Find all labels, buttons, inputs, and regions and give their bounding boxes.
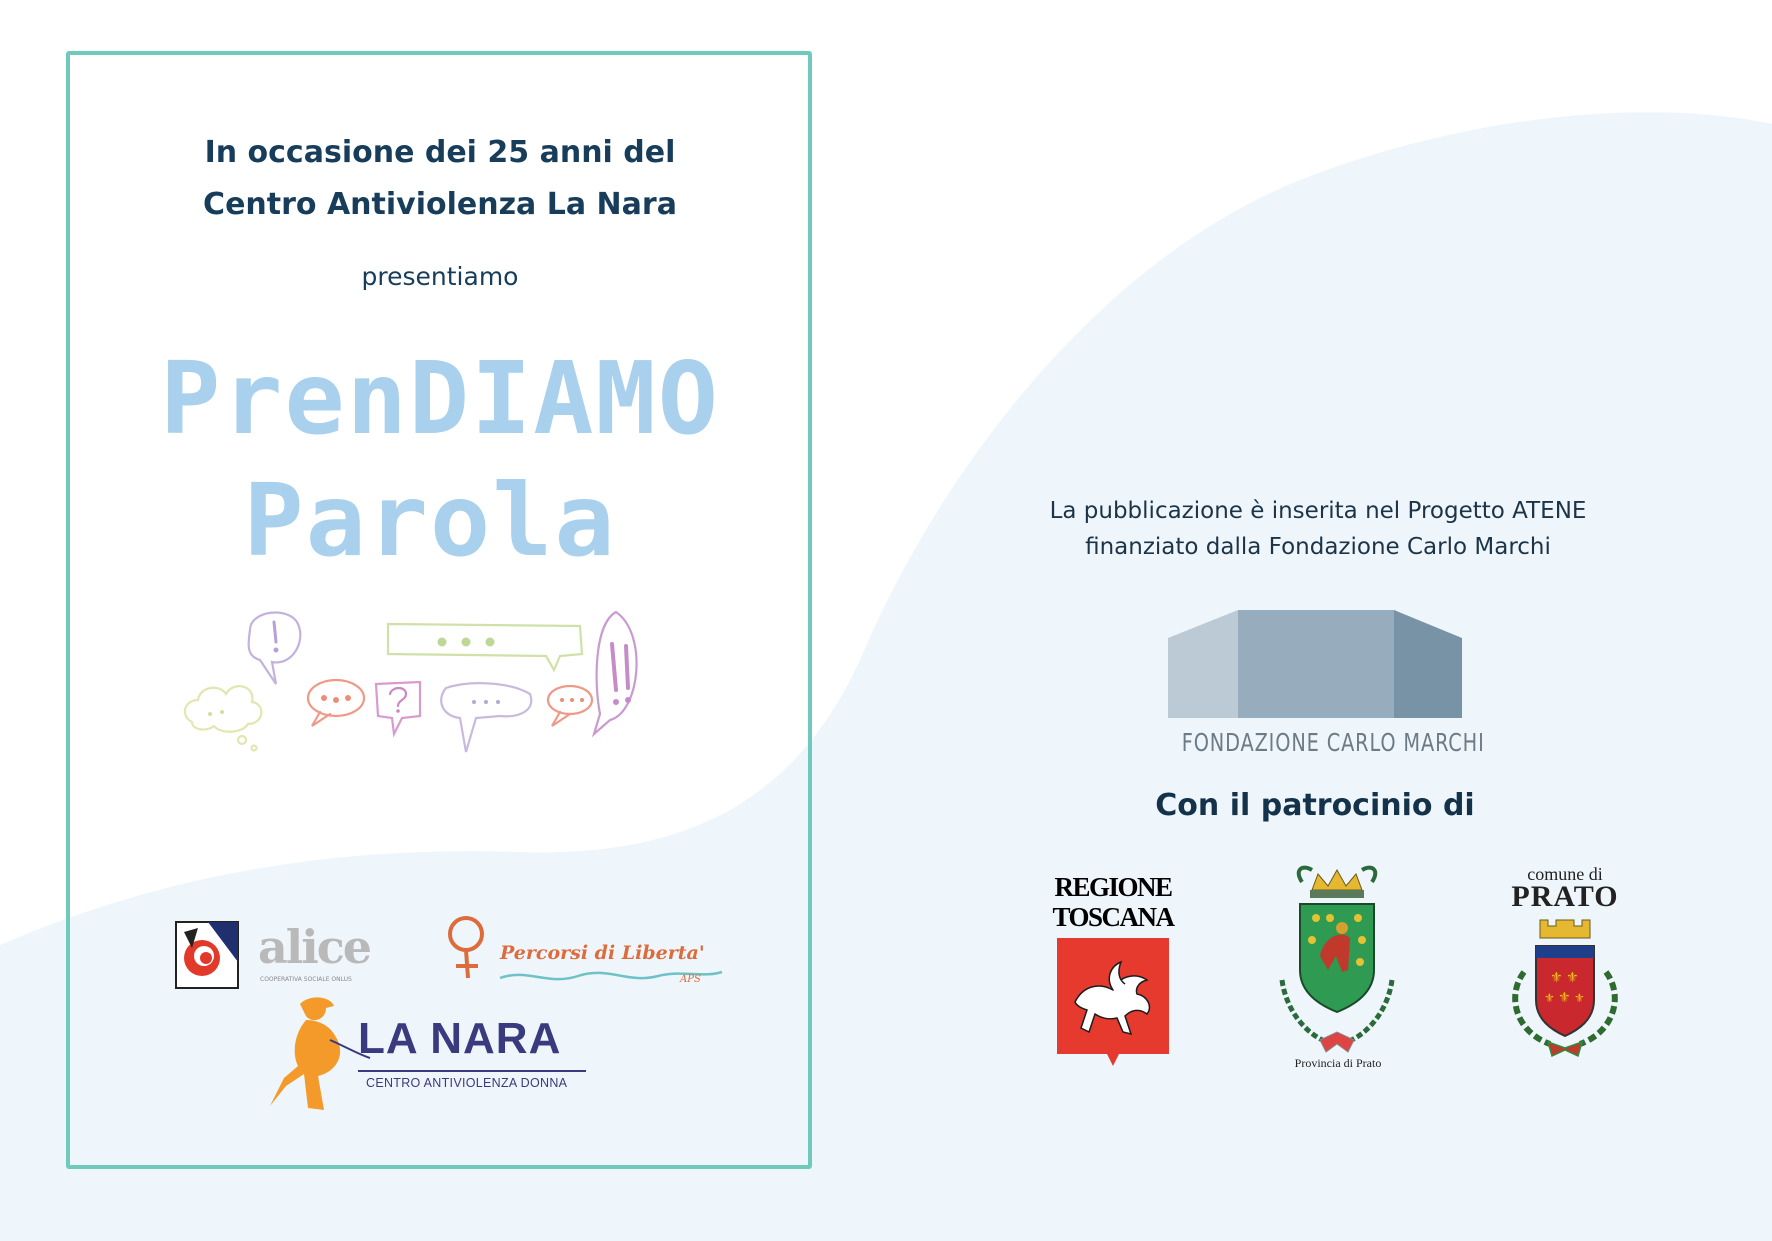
- comune-di-label: comune di: [1527, 864, 1603, 884]
- provincia-prato-crest-icon: [1272, 860, 1402, 1058]
- regione-toscana-title: REGIONE TOSCANA: [1052, 872, 1174, 932]
- fondazione-marchi-wordmark: FONDAZIONE CARLO MARCHI: [1181, 728, 1485, 757]
- prato-title: PRATO: [1511, 880, 1619, 913]
- lanara-divider: [358, 1070, 586, 1072]
- alice-subtitle: COOPERATIVA SOCIALE ONLUS: [260, 976, 352, 983]
- publication-line-1: La pubblicazione è inserita nel Progetto ATENE: [1049, 498, 1587, 524]
- percorsi-logo: [444, 912, 724, 992]
- publication-line-2: finanziato dalla Fondazione Carlo Marchi: [1085, 534, 1551, 560]
- alice-wordmark: alice: [258, 920, 371, 974]
- svg-text:⚜: ⚜: [1566, 970, 1579, 986]
- percorsi-aps: APS: [680, 974, 701, 985]
- presenting-label: presentiamo: [361, 262, 519, 291]
- lanara-wordmark: LA NARA: [358, 1014, 562, 1063]
- venus-symbol-icon: [444, 912, 494, 982]
- speech-bubbles-illustration: [180, 604, 660, 754]
- provincia-prato-label: Provincia di Prato: [1294, 1056, 1382, 1070]
- lanara-subtitle: CENTRO ANTIVIOLENZA DONNA: [366, 1076, 568, 1090]
- svg-text:⚜: ⚜: [1544, 991, 1555, 1005]
- alice-mark-icon: [174, 918, 240, 990]
- percorsi-wordmark: Percorsi di Liberta': [500, 942, 705, 964]
- book-title-line-2: Parola: [243, 462, 617, 579]
- comune-prato-crest-icon: [1500, 916, 1630, 1066]
- book-title-line-1: PrenDIAMO: [160, 340, 720, 457]
- regione-toscana-shield-icon: [1055, 936, 1171, 1068]
- intro-line-1: In occasione dei 25 anni del: [204, 135, 676, 170]
- fondazione-marchi-mark-icon: [1168, 608, 1462, 718]
- lanara-logo: [264, 994, 604, 1114]
- alice-logo: [174, 918, 370, 992]
- svg-text:⚜: ⚜: [1558, 990, 1571, 1006]
- svg-text:⚜: ⚜: [1574, 991, 1585, 1005]
- patronage-heading: Con il patrocinio di: [1155, 788, 1475, 823]
- intro-line-2: Centro Antiviolenza La Nara: [203, 187, 677, 222]
- svg-text:⚜: ⚜: [1550, 970, 1563, 986]
